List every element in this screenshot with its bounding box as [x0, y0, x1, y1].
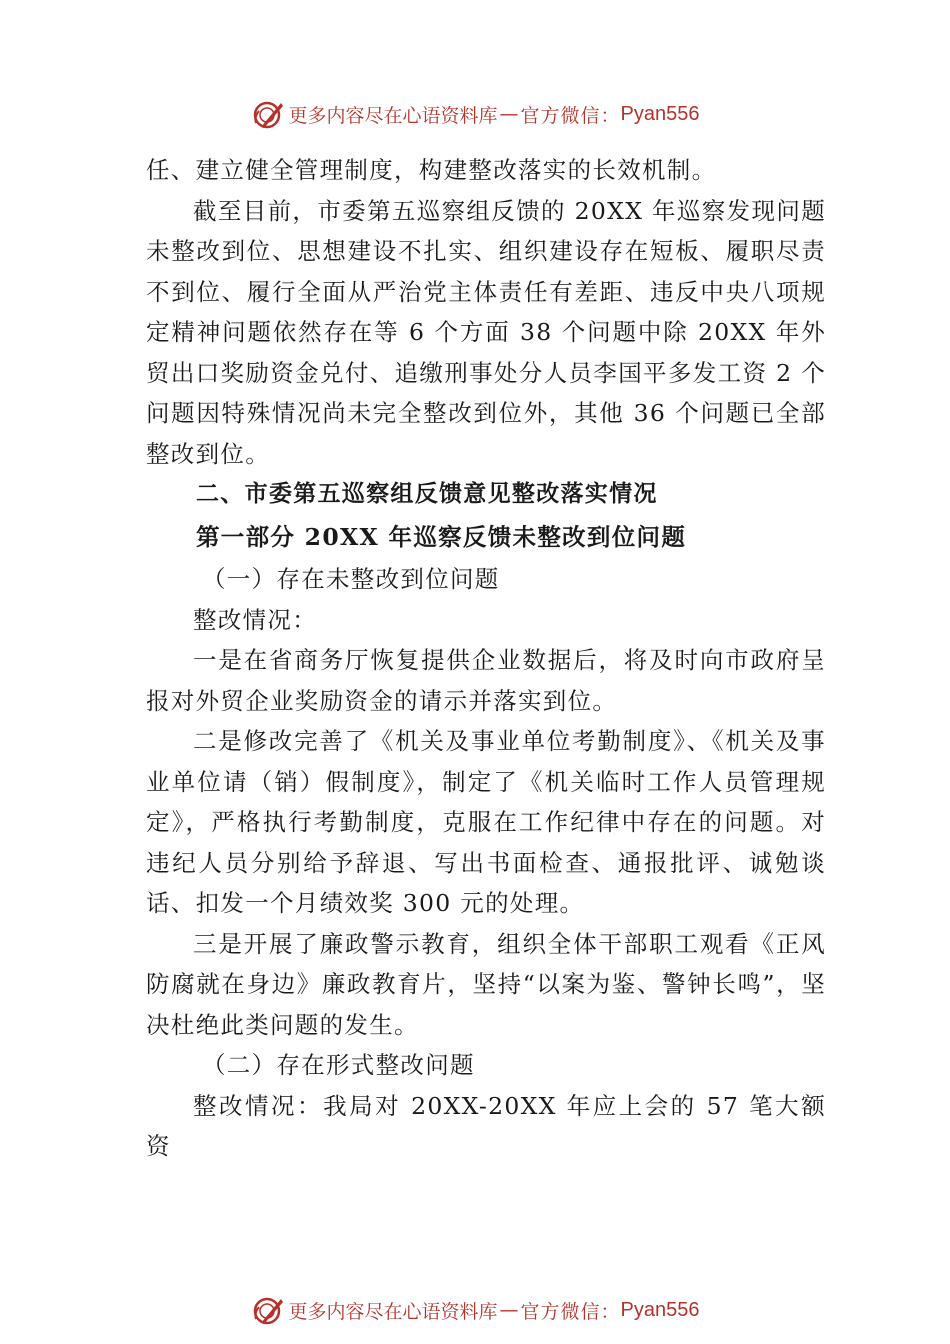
banner-wechat-id: Pyan556 — [620, 102, 700, 125]
paragraph: 二是修改完善了《机关及事业单位考勤制度》、《机关及事业单位请（销）假制度》，制定了《机关临时工作人员管理规定》，严格执行考勤制度，克服在工作纪律中存在的问题。对违纪人员分别给予辞退、写出书面检查、通报批评、诚勉谈话、扣发一个月绩效奖 300 元的处理。 — [146, 727, 826, 917]
banner-brand-text: 更多内容尽在心语资料库 — [288, 1300, 498, 1323]
pen-nib-logo-icon — [251, 1293, 285, 1327]
document-body — [146, 150, 826, 1167]
paragraph: 一是在省商务厅恢复提供企业数据后，将及时向市政府呈报对外贸企业奖励资金的请示并落实到位。 — [146, 646, 826, 715]
footer-banner — [0, 1288, 950, 1332]
header-banner — [0, 92, 950, 136]
section-heading: 二、市委第五巡察组反馈意见整改落实情况 — [196, 481, 658, 507]
part-heading: 第一部分 20XX 年巡察反馈未整改到位问题 — [196, 523, 687, 551]
subheading: （二）存在形式整改问题 — [202, 1051, 475, 1079]
paragraph: 任、建立健全管理制度，构建整改落实的长效机制。 — [146, 156, 717, 184]
banner-official-label: 官方微信： — [520, 104, 621, 127]
banner-separator: — — [499, 1299, 519, 1321]
paragraph: 三是开展了廉政警示教育，组织全体干部职工观看《正风防腐就在身边》廉政教育片，坚持“以案为鉴、警钟长鸣”，坚决杜绝此类问题的发生。 — [146, 929, 826, 1039]
banner-brand-text: 更多内容尽在心语资料库 — [288, 104, 498, 127]
paragraph: 整改情况： — [193, 605, 317, 634]
paragraph: 截至目前，市委第五巡察组反馈的 20XX 年巡察发现问题未整改到位、思想建设不扎实、组织建设存在短板、履职尽责不到位、履行全面从严治党主体责任有差距、违反中央八项规定精神问题依然存在等 6 个方面 38 个问题中除 20XX 年外贸出口奖励资金兑付、追缴刑事处分人员李国平多发工资 2 个问题因特殊情况尚未完全整改到位外，其他 36 个问题已全部整改到位。 — [146, 196, 826, 468]
banner-official-label: 官方微信： — [520, 1300, 621, 1323]
banner-separator: — — [499, 103, 519, 125]
banner-wechat-id: Pyan556 — [620, 1298, 700, 1321]
pen-nib-logo-icon — [251, 97, 285, 131]
subheading: （一）存在未整改到位问题 — [202, 565, 500, 593]
paragraph: 整改情况：我局对 20XX-20XX 年应上会的 57 笔大额资 — [146, 1091, 826, 1160]
